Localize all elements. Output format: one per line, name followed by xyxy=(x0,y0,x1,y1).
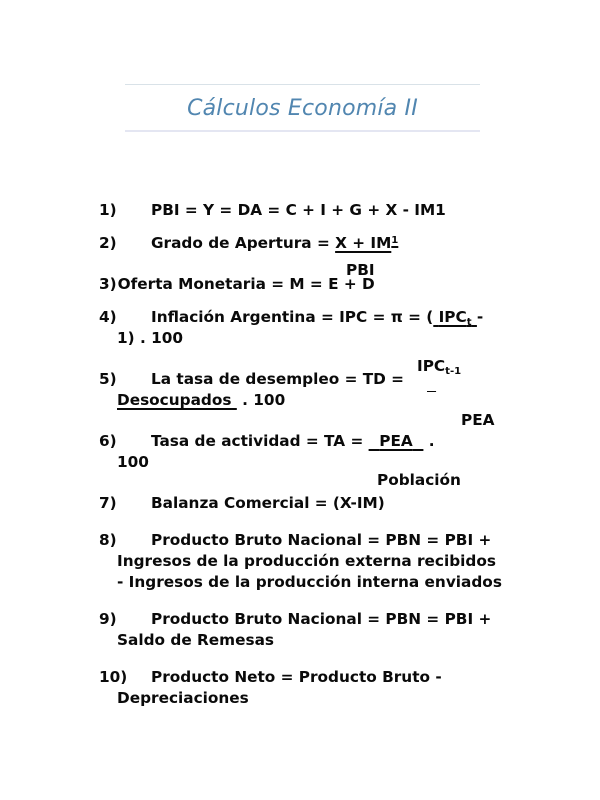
item-number: 2) xyxy=(99,234,117,252)
formula-item-6 xyxy=(99,431,559,473)
formula-item-5 xyxy=(99,369,559,411)
title-block xyxy=(125,84,480,132)
item-wrap-line xyxy=(99,390,559,411)
item-text: Producto Bruto Nacional = PBN = PBI + xyxy=(151,531,492,549)
item-lead: Grado de Apertura = xyxy=(151,234,336,252)
item-numerator: PEA xyxy=(379,432,413,450)
item-number: 5) xyxy=(99,370,117,388)
item-number: 10) xyxy=(99,668,128,686)
item-numerator-suffix: - xyxy=(476,308,484,326)
page-title: Cálculos Economía II xyxy=(187,96,418,121)
item-wrap-suffix: . 100 xyxy=(242,391,286,409)
formula-item-9 xyxy=(99,609,559,651)
formula-item-3 xyxy=(99,274,559,295)
formula-item-8 xyxy=(99,530,559,593)
formula-item-4 xyxy=(99,307,559,349)
denominator-pbi: PBI xyxy=(346,261,375,279)
item-numerator: $IPC_t$ xyxy=(438,308,472,328)
item-number: 3) xyxy=(99,275,117,293)
formula-item-1 xyxy=(99,200,559,221)
denominator-poblacion: Población xyxy=(377,471,461,489)
item-text: PBI = Y = DA = C + I + G + X - IM1 xyxy=(151,201,446,219)
denominator-subscript: t-1 xyxy=(445,365,462,377)
item-wrap-line-2: - Ingresos de la producción interna enviados xyxy=(117,573,502,591)
formula-list xyxy=(99,200,559,721)
item-wrap-line: 1) . 100 xyxy=(117,329,184,347)
item-number: 7) xyxy=(99,494,117,512)
item-text: Producto Neto = Producto Bruto - xyxy=(151,668,442,686)
formula-item-2 xyxy=(99,233,559,254)
item-number: 1) xyxy=(99,201,117,219)
formula-item-7 xyxy=(99,493,559,514)
item-text: Oferta Monetaria = M = E + D xyxy=(117,275,375,293)
item-lead: La tasa de desempleo = TD = xyxy=(151,370,404,388)
item-number: 6) xyxy=(99,432,117,450)
item-wrap-line: Ingresos de la producción externa recibidos xyxy=(117,552,496,570)
item-numerator-superscript: 1 xyxy=(391,234,399,246)
denominator-ipc: $IPC_{t-1}$ xyxy=(417,357,462,377)
item-wrap-line: 100 xyxy=(117,453,149,471)
title-rule-bottom xyxy=(125,130,480,132)
fraction-bar-mark xyxy=(427,379,436,394)
item-number: 9) xyxy=(99,610,117,628)
denominator-pea: PEA xyxy=(461,411,495,429)
item-wrap-line: Depreciaciones xyxy=(117,689,249,707)
item-text: Producto Bruto Nacional = PBN = PBI + xyxy=(151,610,492,628)
item-text: Balanza Comercial = (X-IM) xyxy=(151,494,385,512)
item-number: 4) xyxy=(99,308,117,326)
item-numerator: Desocupados xyxy=(117,391,232,409)
item-numerator: X + IM xyxy=(335,234,392,252)
item-numerator-subscript: t xyxy=(466,316,472,328)
item-number: 8) xyxy=(99,531,117,549)
item-lead: Tasa de actividad = TA = xyxy=(151,432,369,450)
item-lead: Inflación Argentina = IPC = π = ( xyxy=(151,308,434,326)
formula-item-10 xyxy=(99,667,559,709)
item-wrap-line: Saldo de Remesas xyxy=(117,631,275,649)
item-trailer: . xyxy=(428,432,435,450)
